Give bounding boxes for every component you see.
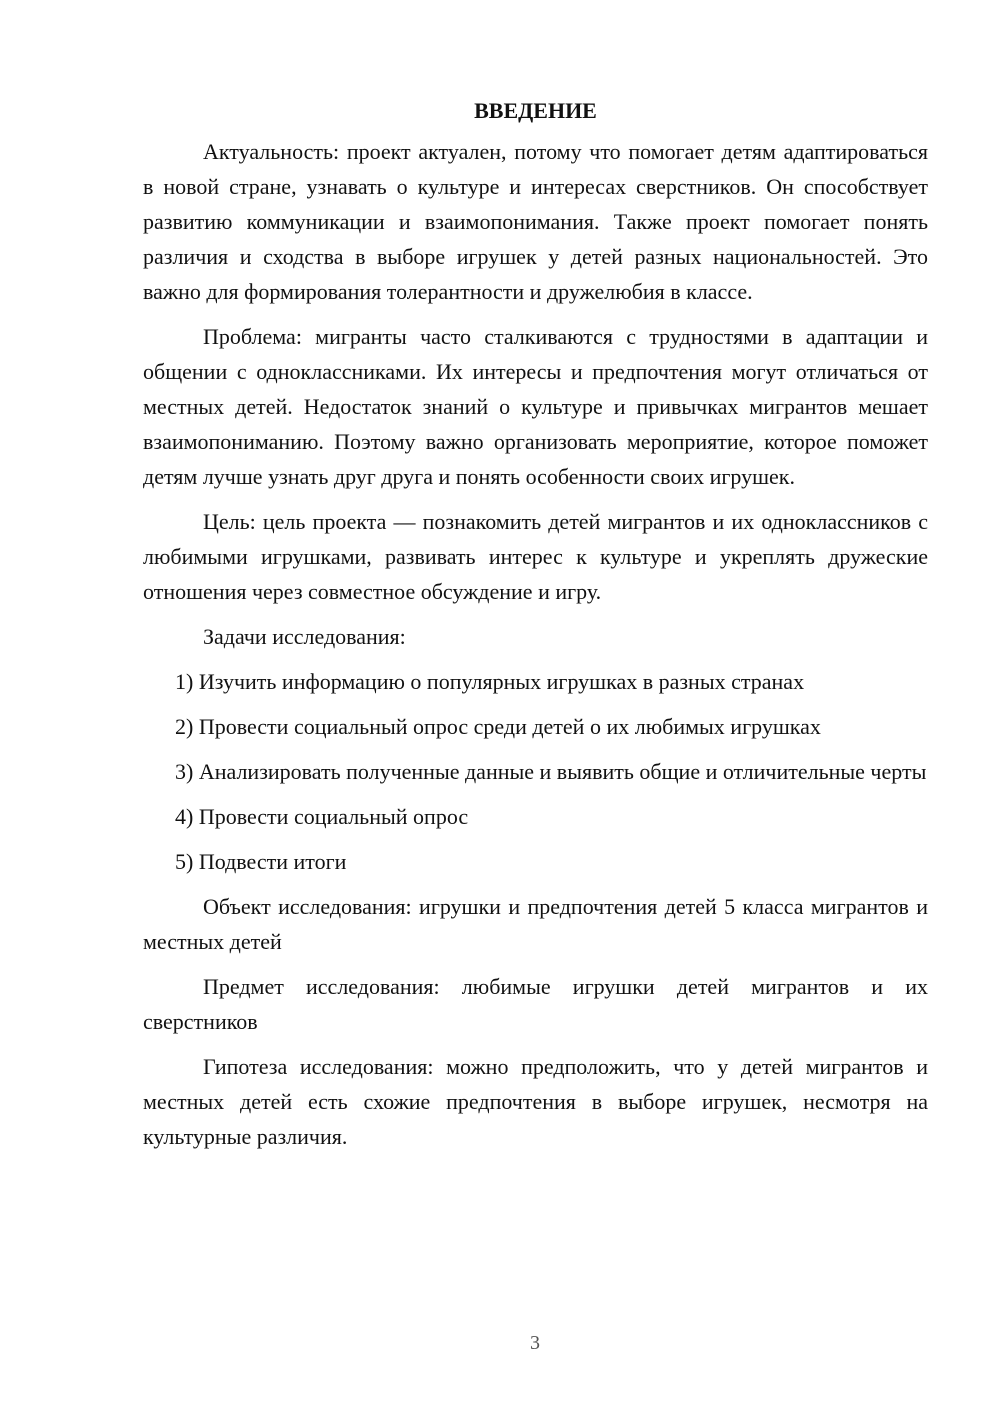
paragraph-relevance: Актуальность: проект актуален, потому что помогает детям адаптироваться в новой стране, узнавать о культуре и интересах сверстников. Он способствует развитию коммуникации и взаимопонимания. Также проект помогает понять различия и сходства в выборе игрушек у детей разных национальностей. Это важно для формирования толерантности и дружелюбия в классе. xyxy=(143,139,928,304)
paragraph-subject: Предмет исследования: любимые игрушки детей мигрантов и их сверстников xyxy=(143,974,928,1034)
paragraph-goal: Цель: цель проекта — познакомить детей мигрантов и их одноклассников с любимыми игрушками, развивать интерес к культуре и укреплять дружеские отношения через совместное обсуждение и игру. xyxy=(143,509,928,604)
page-number: 3 xyxy=(530,1332,540,1354)
paragraph-tasks-heading: Задачи исследования: xyxy=(203,624,406,649)
paragraph-hypothesis: Гипотеза исследования: можно предположить, что у детей мигрантов и местных детей есть схожие предпочтения в выборе игрушек, несмотря на культурные различия. xyxy=(143,1054,928,1149)
task-item-3: 3) Анализировать полученные данные и выявить общие и отличительные черты xyxy=(175,759,927,784)
task-item-1: 1) Изучить информацию о популярных игрушках в разных странах xyxy=(175,669,805,694)
task-item-4: 4) Провести социальный опрос xyxy=(175,804,469,829)
document-page xyxy=(143,95,928,1164)
task-item-2: 2) Провести социальный опрос среди детей о их любимых игрушках xyxy=(175,714,821,739)
section-title: ВВЕДЕНИЕ xyxy=(474,98,597,123)
paragraph-object: Объект исследования: игрушки и предпочтения детей 5 класса мигрантов и местных детей xyxy=(143,894,928,954)
task-item-5: 5) Подвести итоги xyxy=(175,849,347,874)
paragraph-problem: Проблема: мигранты часто сталкиваются с трудностями в адаптации и общении с одноклассниками. Их интересы и предпочтения могут отличаться от местных детей. Недостаток знаний о культуре и привычках мигрантов мешает взаимопониманию. Поэтому важно организовать мероприятие, которое поможет детям лучше узнать друг друга и понять особенности своих игрушек. xyxy=(143,324,928,489)
